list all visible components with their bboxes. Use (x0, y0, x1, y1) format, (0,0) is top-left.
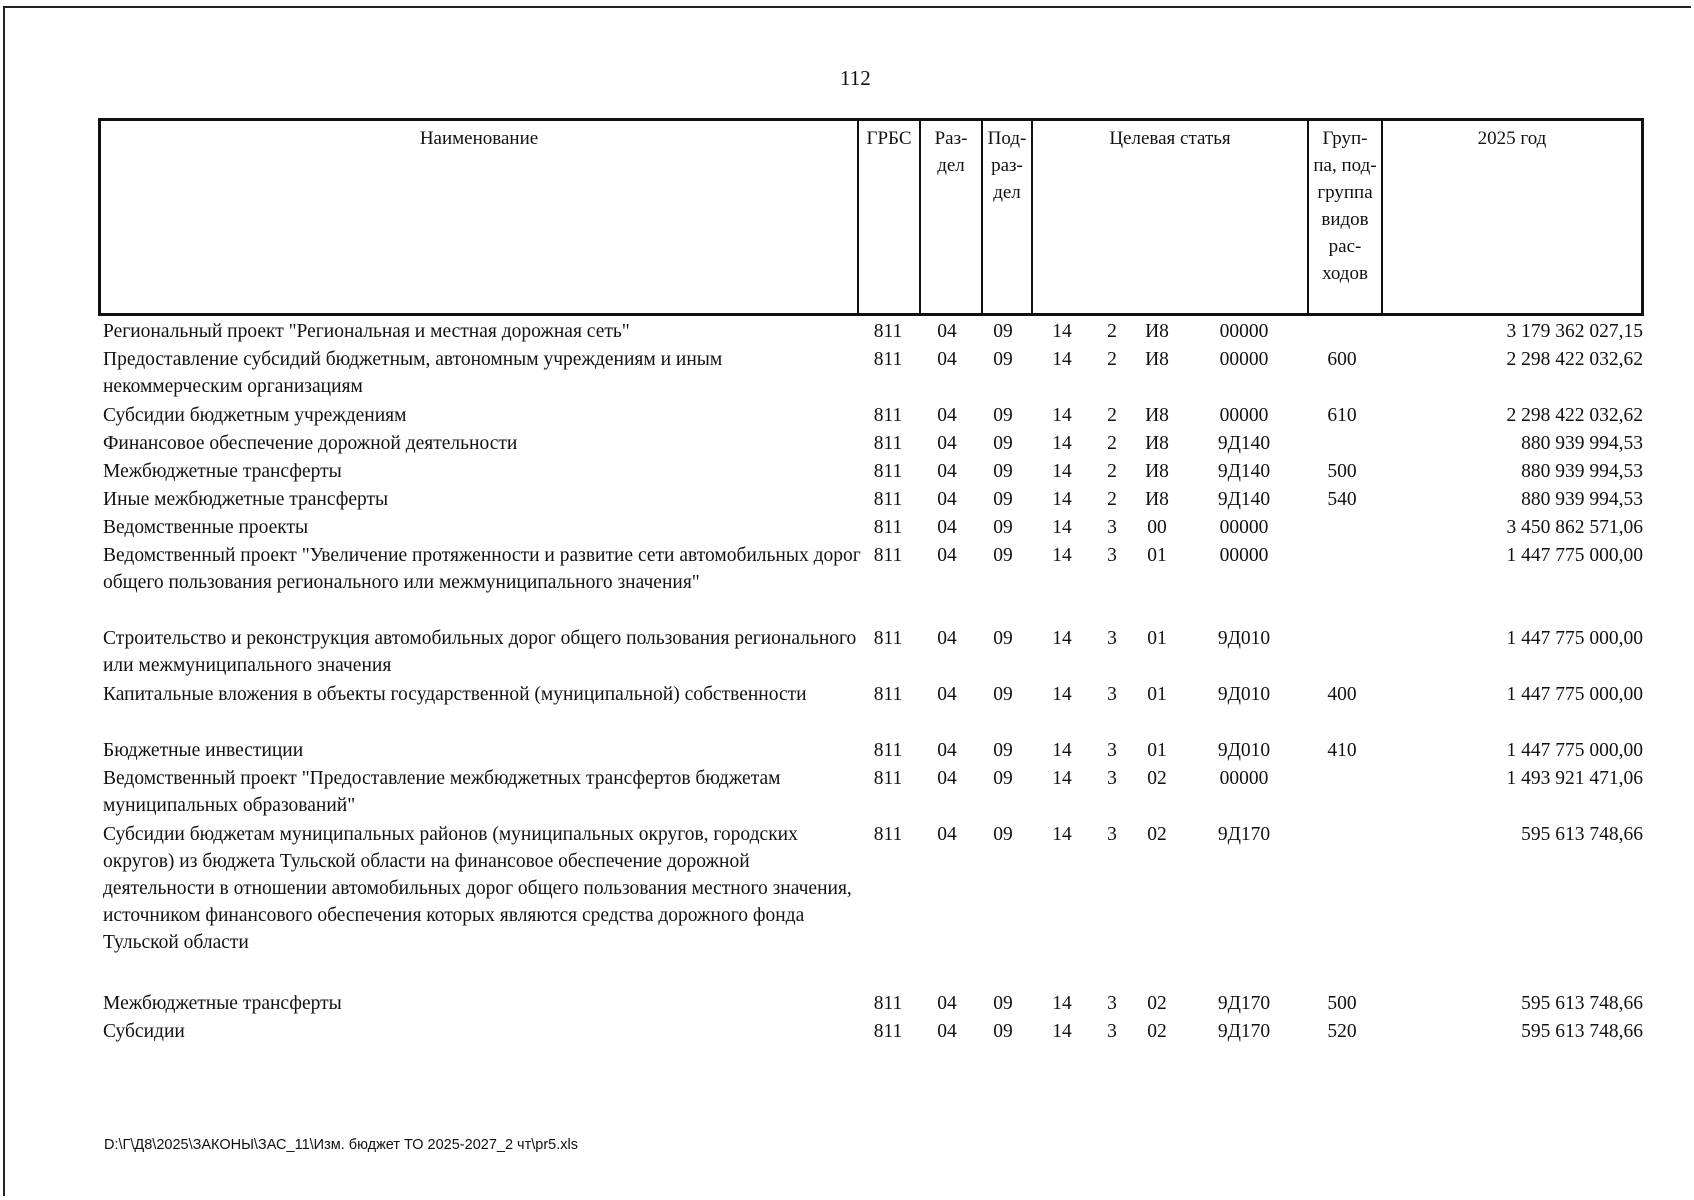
cell-ts3: И8 (1145, 489, 1169, 510)
cell-ts1: 14 (1052, 433, 1072, 454)
cell-name: Бюджетные инвестиции (103, 740, 304, 761)
cell-ts1: 14 (1052, 1021, 1072, 1042)
cell-podrazdel: 09 (993, 517, 1013, 538)
cell-ts4: 9Д010 (1217, 684, 1271, 705)
footer-file-path: D:\Г\Д8\2025\ЗАКОНЫ\ЗАС_11\Изм. бюджет ТО 2025-2027_2 чт\pr5.xls (104, 1137, 578, 1153)
cell-grbs: 811 (873, 433, 903, 454)
cell-amount: 1 447 775 000,00 (1506, 628, 1643, 649)
cell-podrazdel: 09 (993, 993, 1013, 1014)
cell-name: Капитальные вложения в объекты государственной (муниципальной) собственности (103, 684, 807, 705)
cell-ts2: 2 (1107, 489, 1117, 510)
cell-grbs: 811 (873, 1021, 903, 1042)
cell-ts1: 14 (1052, 405, 1072, 426)
cell-ts3: 00 (1147, 517, 1167, 538)
cell-ts1: 14 (1052, 545, 1072, 566)
cell-ts2: 3 (1107, 628, 1117, 649)
cell-razdel: 04 (937, 628, 957, 649)
cell-ts4: 00000 (1219, 349, 1269, 370)
cell-amount: 1 447 775 000,00 (1506, 545, 1643, 566)
cell-name: Ведомственный проект "Предоставление межбюджетных трансфертов бюджетам муниципальных образований" (103, 768, 781, 816)
cell-grbs: 811 (873, 321, 903, 342)
cell-ts4: 00000 (1219, 517, 1269, 538)
cell-grbs: 811 (873, 405, 903, 426)
cell-ts2: 3 (1107, 1021, 1117, 1042)
cell-podrazdel: 09 (993, 824, 1013, 845)
cell-ts4: 9Д170 (1217, 993, 1271, 1014)
cell-ts4: 00000 (1219, 545, 1269, 566)
cell-vr: 520 (1327, 1021, 1357, 1042)
cell-vr: 410 (1327, 740, 1357, 761)
cell-amount: 595 613 748,66 (1521, 1021, 1643, 1042)
cell-ts2: 3 (1107, 684, 1117, 705)
cell-ts2: 3 (1107, 768, 1117, 789)
cell-podrazdel: 09 (993, 489, 1013, 510)
cell-ts3: И8 (1145, 321, 1169, 342)
cell-podrazdel: 09 (993, 405, 1013, 426)
cell-grbs: 811 (873, 740, 903, 761)
cell-ts3: И8 (1145, 461, 1169, 482)
cell-grbs: 811 (873, 517, 903, 538)
cell-podrazdel: 09 (993, 740, 1013, 761)
table-header (98, 118, 1644, 316)
cell-ts4: 00000 (1219, 321, 1269, 342)
cell-grbs: 811 (873, 489, 903, 510)
cell-ts1: 14 (1052, 684, 1072, 705)
page-number: 112 (840, 66, 871, 90)
cell-ts3: И8 (1145, 433, 1169, 454)
cell-ts1: 14 (1052, 517, 1072, 538)
cell-ts1: 14 (1052, 993, 1072, 1014)
cell-ts1: 14 (1052, 628, 1072, 649)
cell-amount: 2 298 422 032,62 (1506, 405, 1643, 426)
cell-ts3: 01 (1147, 684, 1167, 705)
cell-ts3: И8 (1145, 405, 1169, 426)
cell-ts2: 3 (1107, 545, 1117, 566)
cell-razdel: 04 (937, 824, 957, 845)
cell-razdel: 04 (937, 517, 957, 538)
header-podrazdel: Под- раз- дел (987, 128, 1027, 203)
cell-razdel: 04 (937, 433, 957, 454)
cell-podrazdel: 09 (993, 1021, 1013, 1042)
cell-razdel: 04 (937, 993, 957, 1014)
cell-name: Субсидии бюджетам муниципальных районов (муниципальных округов, городских округов) из бюджета Тульской области на финансовое обеспечение дорожной деятельности в отношении автомобильных дорог общего пользования местного значения, источником финансового обеспечения которых являются средства дорожного фонда Тульской области (103, 824, 852, 953)
cell-ts3: 02 (1147, 768, 1167, 789)
cell-ts4: 9Д140 (1217, 489, 1271, 510)
cell-ts3: 01 (1147, 628, 1167, 649)
header-grbs: ГРБС (866, 128, 912, 149)
cell-name: Межбюджетные трансферты (103, 993, 342, 1014)
cell-grbs: 811 (873, 993, 903, 1014)
cell-grbs: 811 (873, 768, 903, 789)
cell-vr: 600 (1327, 349, 1357, 370)
cell-amount: 880 939 994,53 (1521, 433, 1643, 454)
cell-podrazdel: 09 (993, 768, 1013, 789)
cell-vr: 540 (1327, 489, 1357, 510)
cell-name: Межбюджетные трансферты (103, 461, 342, 482)
cell-name: Предоставление субсидий бюджетным, автономным учреждениям и иным некоммерческим организациям (103, 349, 723, 397)
cell-vr: 500 (1327, 993, 1357, 1014)
cell-ts4: 9Д140 (1217, 461, 1271, 482)
cell-ts2: 2 (1107, 433, 1117, 454)
cell-vr: 610 (1327, 405, 1357, 426)
cell-podrazdel: 09 (993, 545, 1013, 566)
cell-ts3: 02 (1147, 993, 1167, 1014)
cell-razdel: 04 (937, 405, 957, 426)
cell-name: Строительство и реконструкция автомобильных дорог общего пользования регионального или межмуниципального значения (103, 628, 857, 676)
cell-amount: 3 450 862 571,06 (1506, 517, 1643, 538)
cell-name: Финансовое обеспечение дорожной деятельности (103, 433, 518, 454)
cell-razdel: 04 (937, 321, 957, 342)
cell-ts1: 14 (1052, 768, 1072, 789)
cell-podrazdel: 09 (993, 349, 1013, 370)
cell-podrazdel: 09 (993, 321, 1013, 342)
cell-grbs: 811 (873, 628, 903, 649)
cell-ts4: 9Д170 (1217, 1021, 1271, 1042)
cell-name: Субсидии (103, 1021, 185, 1042)
cell-ts3: 01 (1147, 545, 1167, 566)
header-target-article: Целевая статья (1109, 128, 1231, 149)
cell-ts1: 14 (1052, 489, 1072, 510)
cell-ts2: 3 (1107, 824, 1117, 845)
cell-grbs: 811 (873, 824, 903, 845)
cell-razdel: 04 (937, 684, 957, 705)
cell-ts2: 3 (1107, 517, 1117, 538)
cell-razdel: 04 (937, 1021, 957, 1042)
cell-ts1: 14 (1052, 824, 1072, 845)
cell-podrazdel: 09 (993, 628, 1013, 649)
cell-podrazdel: 09 (993, 461, 1013, 482)
header-vr-group: Груп- па, под- группа видов рас- ходов (1313, 128, 1377, 284)
cell-ts2: 3 (1107, 740, 1117, 761)
cell-ts3: И8 (1145, 349, 1169, 370)
cell-razdel: 04 (937, 489, 957, 510)
cell-grbs: 811 (873, 349, 903, 370)
cell-name: Региональный проект "Региональная и местная дорожная сеть" (103, 321, 630, 342)
header-name: Наименование (419, 128, 539, 149)
cell-grbs: 811 (873, 684, 903, 705)
header-year: 2025 год (1477, 128, 1547, 149)
cell-grbs: 811 (873, 545, 903, 566)
cell-amount: 1 447 775 000,00 (1506, 684, 1643, 705)
cell-amount: 1 447 775 000,00 (1506, 740, 1643, 761)
cell-amount: 1 493 921 471,06 (1506, 768, 1643, 789)
cell-vr: 500 (1327, 461, 1357, 482)
cell-ts2: 2 (1107, 405, 1117, 426)
cell-amount: 595 613 748,66 (1521, 824, 1643, 845)
cell-amount: 880 939 994,53 (1521, 489, 1643, 510)
cell-razdel: 04 (937, 545, 957, 566)
cell-razdel: 04 (937, 768, 957, 789)
header-razdel: Раз- дел (934, 128, 968, 176)
cell-ts3: 02 (1147, 1021, 1167, 1042)
cell-razdel: 04 (937, 740, 957, 761)
cell-vr: 400 (1327, 684, 1357, 705)
cell-ts4: 9Д140 (1217, 433, 1271, 454)
cell-name: Ведомственные проекты (103, 517, 309, 538)
cell-ts2: 2 (1107, 461, 1117, 482)
cell-ts4: 9Д170 (1217, 824, 1271, 845)
cell-ts1: 14 (1052, 321, 1072, 342)
cell-ts4: 9Д010 (1217, 628, 1271, 649)
cell-name: Субсидии бюджетным учреждениям (103, 405, 407, 426)
cell-amount: 3 179 362 027,15 (1506, 321, 1643, 342)
cell-razdel: 04 (937, 461, 957, 482)
cell-ts4: 00000 (1219, 405, 1269, 426)
cell-ts1: 14 (1052, 461, 1072, 482)
cell-ts3: 01 (1147, 740, 1167, 761)
cell-ts2: 2 (1107, 349, 1117, 370)
cell-ts2: 2 (1107, 321, 1117, 342)
cell-ts4: 9Д010 (1217, 740, 1271, 761)
cell-ts2: 3 (1107, 993, 1117, 1014)
cell-amount: 880 939 994,53 (1521, 461, 1643, 482)
cell-ts1: 14 (1052, 349, 1072, 370)
cell-podrazdel: 09 (993, 433, 1013, 454)
cell-ts3: 02 (1147, 824, 1167, 845)
cell-podrazdel: 09 (993, 684, 1013, 705)
cell-name: Иные межбюджетные трансферты (103, 489, 389, 510)
cell-ts1: 14 (1052, 740, 1072, 761)
cell-grbs: 811 (873, 461, 903, 482)
cell-razdel: 04 (937, 349, 957, 370)
cell-ts4: 00000 (1219, 768, 1269, 789)
cell-amount: 595 613 748,66 (1521, 993, 1643, 1014)
cell-amount: 2 298 422 032,62 (1506, 349, 1643, 370)
cell-name: Ведомственный проект "Увеличение протяженности и развитие сети автомобильных дорог общего пользования регионального или межмуниципального значения" (103, 545, 861, 593)
